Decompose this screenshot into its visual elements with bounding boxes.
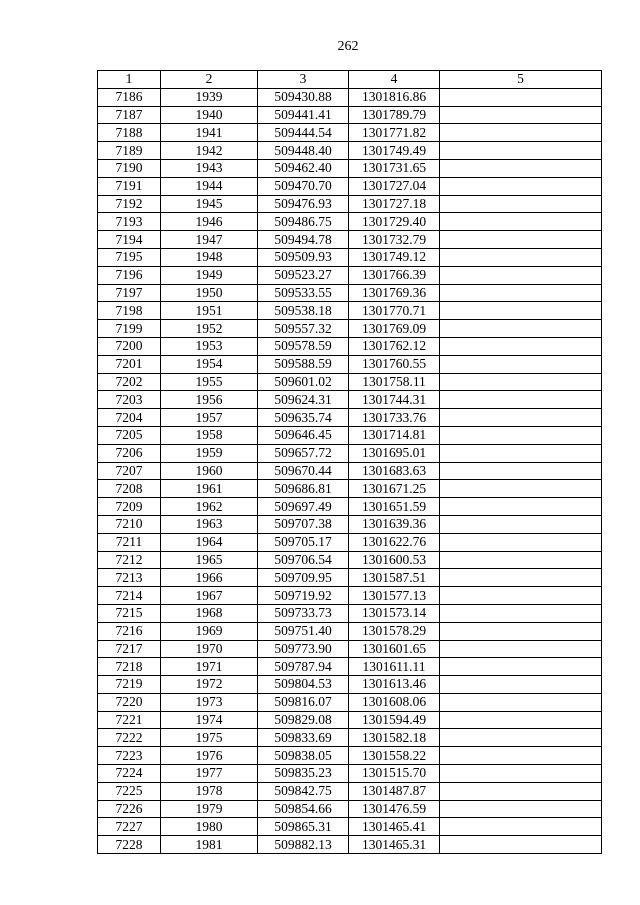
sequence-number-cell: 1974 (161, 711, 258, 729)
point-number-cell: 7224 (98, 765, 161, 783)
y-coordinate-cell: 1301733.76 (349, 409, 440, 427)
notes-cell (440, 569, 602, 587)
table-row (98, 818, 602, 836)
table-row (98, 658, 602, 676)
table-header-row (98, 71, 602, 89)
point-number-cell: 7190 (98, 159, 161, 177)
y-coordinate-cell: 1301487.87 (349, 782, 440, 800)
point-number-cell: 7204 (98, 409, 161, 427)
table-row (98, 747, 602, 765)
y-coordinate-cell: 1301770.71 (349, 302, 440, 320)
x-coordinate-cell: 509705.17 (258, 533, 349, 551)
x-coordinate-cell: 509733.73 (258, 604, 349, 622)
sequence-number-cell: 1968 (161, 604, 258, 622)
sequence-number-cell: 1975 (161, 729, 258, 747)
point-number-cell: 7215 (98, 604, 161, 622)
y-coordinate-cell: 1301749.49 (349, 142, 440, 160)
notes-cell (440, 515, 602, 533)
x-coordinate-cell: 509494.78 (258, 231, 349, 249)
sequence-number-cell: 1971 (161, 658, 258, 676)
notes-cell (440, 106, 602, 124)
column-header-1: 1 (98, 71, 161, 89)
table-row (98, 195, 602, 213)
point-number-cell: 7192 (98, 195, 161, 213)
table-row (98, 88, 602, 106)
x-coordinate-cell: 509588.59 (258, 355, 349, 373)
column-header-4: 4 (349, 71, 440, 89)
point-number-cell: 7214 (98, 587, 161, 605)
table-row (98, 159, 602, 177)
table-row (98, 676, 602, 694)
point-number-cell: 7194 (98, 231, 161, 249)
point-number-cell: 7196 (98, 266, 161, 284)
point-number-cell: 7216 (98, 622, 161, 640)
y-coordinate-cell: 1301731.65 (349, 159, 440, 177)
x-coordinate-cell: 509804.53 (258, 676, 349, 694)
notes-cell (440, 231, 602, 249)
x-coordinate-cell: 509486.75 (258, 213, 349, 231)
point-number-cell: 7211 (98, 533, 161, 551)
x-coordinate-cell: 509523.27 (258, 266, 349, 284)
sequence-number-cell: 1941 (161, 124, 258, 142)
x-coordinate-cell: 509601.02 (258, 373, 349, 391)
y-coordinate-cell: 1301573.14 (349, 604, 440, 622)
sequence-number-cell: 1960 (161, 462, 258, 480)
notes-cell (440, 729, 602, 747)
x-coordinate-cell: 509829.08 (258, 711, 349, 729)
notes-cell (440, 426, 602, 444)
x-coordinate-cell: 509476.93 (258, 195, 349, 213)
point-number-cell: 7188 (98, 124, 161, 142)
y-coordinate-cell: 1301816.86 (349, 88, 440, 106)
x-coordinate-cell: 509842.75 (258, 782, 349, 800)
notes-cell (440, 693, 602, 711)
x-coordinate-cell: 509624.31 (258, 391, 349, 409)
x-coordinate-cell: 509865.31 (258, 818, 349, 836)
point-number-cell: 7200 (98, 337, 161, 355)
notes-cell (440, 195, 602, 213)
sequence-number-cell: 1980 (161, 818, 258, 836)
table-row (98, 409, 602, 427)
table-row (98, 462, 602, 480)
sequence-number-cell: 1979 (161, 800, 258, 818)
y-coordinate-cell: 1301683.63 (349, 462, 440, 480)
notes-cell (440, 658, 602, 676)
point-number-cell: 7223 (98, 747, 161, 765)
notes-cell (440, 622, 602, 640)
sequence-number-cell: 1952 (161, 320, 258, 338)
sequence-number-cell: 1962 (161, 498, 258, 516)
table-row (98, 480, 602, 498)
sequence-number-cell: 1970 (161, 640, 258, 658)
notes-cell (440, 177, 602, 195)
table-row (98, 622, 602, 640)
sequence-number-cell: 1967 (161, 587, 258, 605)
sequence-number-cell: 1977 (161, 765, 258, 783)
point-number-cell: 7187 (98, 106, 161, 124)
sequence-number-cell: 1976 (161, 747, 258, 765)
sequence-number-cell: 1969 (161, 622, 258, 640)
point-number-cell: 7220 (98, 693, 161, 711)
table-row (98, 213, 602, 231)
x-coordinate-cell: 509444.54 (258, 124, 349, 142)
column-header-3: 3 (258, 71, 349, 89)
sequence-number-cell: 1953 (161, 337, 258, 355)
sequence-number-cell: 1954 (161, 355, 258, 373)
x-coordinate-cell: 509882.13 (258, 836, 349, 854)
x-coordinate-cell: 509448.40 (258, 142, 349, 160)
coordinates-table (97, 70, 602, 854)
notes-cell (440, 142, 602, 160)
notes-cell (440, 266, 602, 284)
y-coordinate-cell: 1301766.39 (349, 266, 440, 284)
y-coordinate-cell: 1301789.79 (349, 106, 440, 124)
notes-cell (440, 587, 602, 605)
notes-cell (440, 765, 602, 783)
sequence-number-cell: 1945 (161, 195, 258, 213)
point-number-cell: 7210 (98, 515, 161, 533)
y-coordinate-cell: 1301558.22 (349, 747, 440, 765)
table-row (98, 836, 602, 854)
table-row (98, 231, 602, 249)
point-number-cell: 7227 (98, 818, 161, 836)
table-row (98, 426, 602, 444)
notes-cell (440, 391, 602, 409)
table-row (98, 444, 602, 462)
sequence-number-cell: 1951 (161, 302, 258, 320)
x-coordinate-cell: 509470.70 (258, 177, 349, 195)
y-coordinate-cell: 1301769.36 (349, 284, 440, 302)
table-row (98, 729, 602, 747)
table-row (98, 284, 602, 302)
sequence-number-cell: 1949 (161, 266, 258, 284)
notes-cell (440, 124, 602, 142)
y-coordinate-cell: 1301762.12 (349, 337, 440, 355)
notes-cell (440, 640, 602, 658)
table-row (98, 551, 602, 569)
sequence-number-cell: 1939 (161, 88, 258, 106)
y-coordinate-cell: 1301727.18 (349, 195, 440, 213)
y-coordinate-cell: 1301611.11 (349, 658, 440, 676)
y-coordinate-cell: 1301729.40 (349, 213, 440, 231)
point-number-cell: 7221 (98, 711, 161, 729)
y-coordinate-cell: 1301578.29 (349, 622, 440, 640)
y-coordinate-cell: 1301714.81 (349, 426, 440, 444)
notes-cell (440, 320, 602, 338)
y-coordinate-cell: 1301601.65 (349, 640, 440, 658)
point-number-cell: 7218 (98, 658, 161, 676)
table-row (98, 320, 602, 338)
point-number-cell: 7193 (98, 213, 161, 231)
notes-cell (440, 409, 602, 427)
point-number-cell: 7226 (98, 800, 161, 818)
table-row (98, 604, 602, 622)
notes-cell (440, 248, 602, 266)
x-coordinate-cell: 509430.88 (258, 88, 349, 106)
notes-cell (440, 302, 602, 320)
notes-cell (440, 444, 602, 462)
y-coordinate-cell: 1301515.70 (349, 765, 440, 783)
y-coordinate-cell: 1301577.13 (349, 587, 440, 605)
point-number-cell: 7203 (98, 391, 161, 409)
point-number-cell: 7189 (98, 142, 161, 160)
point-number-cell: 7186 (98, 88, 161, 106)
y-coordinate-cell: 1301622.76 (349, 533, 440, 551)
y-coordinate-cell: 1301769.09 (349, 320, 440, 338)
point-number-cell: 7207 (98, 462, 161, 480)
notes-cell (440, 747, 602, 765)
sequence-number-cell: 1973 (161, 693, 258, 711)
table-row (98, 248, 602, 266)
point-number-cell: 7217 (98, 640, 161, 658)
point-number-cell: 7222 (98, 729, 161, 747)
table-row (98, 124, 602, 142)
x-coordinate-cell: 509462.40 (258, 159, 349, 177)
point-number-cell: 7209 (98, 498, 161, 516)
table-row (98, 337, 602, 355)
y-coordinate-cell: 1301613.46 (349, 676, 440, 694)
x-coordinate-cell: 509646.45 (258, 426, 349, 444)
x-coordinate-cell: 509441.41 (258, 106, 349, 124)
sequence-number-cell: 1942 (161, 142, 258, 160)
sequence-number-cell: 1978 (161, 782, 258, 800)
y-coordinate-cell: 1301727.04 (349, 177, 440, 195)
notes-cell (440, 88, 602, 106)
sequence-number-cell: 1961 (161, 480, 258, 498)
table-row (98, 587, 602, 605)
x-coordinate-cell: 509670.44 (258, 462, 349, 480)
point-number-cell: 7198 (98, 302, 161, 320)
sequence-number-cell: 1940 (161, 106, 258, 124)
point-number-cell: 7208 (98, 480, 161, 498)
sequence-number-cell: 1959 (161, 444, 258, 462)
y-coordinate-cell: 1301758.11 (349, 373, 440, 391)
table-row (98, 765, 602, 783)
point-number-cell: 7195 (98, 248, 161, 266)
point-number-cell: 7202 (98, 373, 161, 391)
point-number-cell: 7197 (98, 284, 161, 302)
y-coordinate-cell: 1301760.55 (349, 355, 440, 373)
notes-cell (440, 818, 602, 836)
y-coordinate-cell: 1301695.01 (349, 444, 440, 462)
notes-cell (440, 551, 602, 569)
table-row (98, 106, 602, 124)
table-row (98, 355, 602, 373)
table-body (98, 88, 602, 853)
point-number-cell: 7201 (98, 355, 161, 373)
table-row (98, 569, 602, 587)
sequence-number-cell: 1963 (161, 515, 258, 533)
sequence-number-cell: 1948 (161, 248, 258, 266)
y-coordinate-cell: 1301639.36 (349, 515, 440, 533)
x-coordinate-cell: 509838.05 (258, 747, 349, 765)
notes-cell (440, 604, 602, 622)
x-coordinate-cell: 509557.32 (258, 320, 349, 338)
sequence-number-cell: 1955 (161, 373, 258, 391)
x-coordinate-cell: 509709.95 (258, 569, 349, 587)
point-number-cell: 7199 (98, 320, 161, 338)
notes-cell (440, 836, 602, 854)
sequence-number-cell: 1946 (161, 213, 258, 231)
point-number-cell: 7205 (98, 426, 161, 444)
y-coordinate-cell: 1301465.41 (349, 818, 440, 836)
x-coordinate-cell: 509787.94 (258, 658, 349, 676)
sequence-number-cell: 1950 (161, 284, 258, 302)
point-number-cell: 7228 (98, 836, 161, 854)
x-coordinate-cell: 509635.74 (258, 409, 349, 427)
y-coordinate-cell: 1301600.53 (349, 551, 440, 569)
table-row (98, 266, 602, 284)
point-number-cell: 7212 (98, 551, 161, 569)
sequence-number-cell: 1981 (161, 836, 258, 854)
table-row (98, 515, 602, 533)
y-coordinate-cell: 1301749.12 (349, 248, 440, 266)
table-row (98, 640, 602, 658)
point-number-cell: 7206 (98, 444, 161, 462)
table-row (98, 498, 602, 516)
y-coordinate-cell: 1301582.18 (349, 729, 440, 747)
point-number-cell: 7213 (98, 569, 161, 587)
y-coordinate-cell: 1301608.06 (349, 693, 440, 711)
point-number-cell: 7191 (98, 177, 161, 195)
table-row (98, 142, 602, 160)
column-header-5: 5 (440, 71, 602, 89)
notes-cell (440, 676, 602, 694)
notes-cell (440, 213, 602, 231)
sequence-number-cell: 1972 (161, 676, 258, 694)
notes-cell (440, 533, 602, 551)
y-coordinate-cell: 1301594.49 (349, 711, 440, 729)
notes-cell (440, 711, 602, 729)
notes-cell (440, 480, 602, 498)
table-row (98, 800, 602, 818)
y-coordinate-cell: 1301587.51 (349, 569, 440, 587)
x-coordinate-cell: 509509.93 (258, 248, 349, 266)
table-row (98, 711, 602, 729)
table-row (98, 693, 602, 711)
table-row (98, 373, 602, 391)
notes-cell (440, 355, 602, 373)
sequence-number-cell: 1966 (161, 569, 258, 587)
notes-cell (440, 462, 602, 480)
table-row (98, 533, 602, 551)
y-coordinate-cell: 1301744.31 (349, 391, 440, 409)
sequence-number-cell: 1944 (161, 177, 258, 195)
y-coordinate-cell: 1301671.25 (349, 480, 440, 498)
x-coordinate-cell: 509657.72 (258, 444, 349, 462)
sequence-number-cell: 1947 (161, 231, 258, 249)
sequence-number-cell: 1965 (161, 551, 258, 569)
x-coordinate-cell: 509533.55 (258, 284, 349, 302)
sequence-number-cell: 1957 (161, 409, 258, 427)
table-row (98, 391, 602, 409)
point-number-cell: 7225 (98, 782, 161, 800)
x-coordinate-cell: 509719.92 (258, 587, 349, 605)
notes-cell (440, 498, 602, 516)
notes-cell (440, 159, 602, 177)
sequence-number-cell: 1964 (161, 533, 258, 551)
x-coordinate-cell: 509578.59 (258, 337, 349, 355)
table-row (98, 302, 602, 320)
y-coordinate-cell: 1301771.82 (349, 124, 440, 142)
y-coordinate-cell: 1301732.79 (349, 231, 440, 249)
y-coordinate-cell: 1301465.31 (349, 836, 440, 854)
sequence-number-cell: 1943 (161, 159, 258, 177)
x-coordinate-cell: 509706.54 (258, 551, 349, 569)
notes-cell (440, 337, 602, 355)
x-coordinate-cell: 509835.23 (258, 765, 349, 783)
page-number: 262 (337, 39, 359, 54)
x-coordinate-cell: 509707.38 (258, 515, 349, 533)
notes-cell (440, 373, 602, 391)
table-row (98, 782, 602, 800)
x-coordinate-cell: 509751.40 (258, 622, 349, 640)
notes-cell (440, 284, 602, 302)
sequence-number-cell: 1956 (161, 391, 258, 409)
x-coordinate-cell: 509538.18 (258, 302, 349, 320)
x-coordinate-cell: 509773.90 (258, 640, 349, 658)
point-number-cell: 7219 (98, 676, 161, 694)
x-coordinate-cell: 509854.66 (258, 800, 349, 818)
notes-cell (440, 800, 602, 818)
y-coordinate-cell: 1301651.59 (349, 498, 440, 516)
x-coordinate-cell: 509816.07 (258, 693, 349, 711)
y-coordinate-cell: 1301476.59 (349, 800, 440, 818)
column-header-2: 2 (161, 71, 258, 89)
x-coordinate-cell: 509697.49 (258, 498, 349, 516)
table-row (98, 177, 602, 195)
x-coordinate-cell: 509833.69 (258, 729, 349, 747)
notes-cell (440, 782, 602, 800)
sequence-number-cell: 1958 (161, 426, 258, 444)
x-coordinate-cell: 509686.81 (258, 480, 349, 498)
